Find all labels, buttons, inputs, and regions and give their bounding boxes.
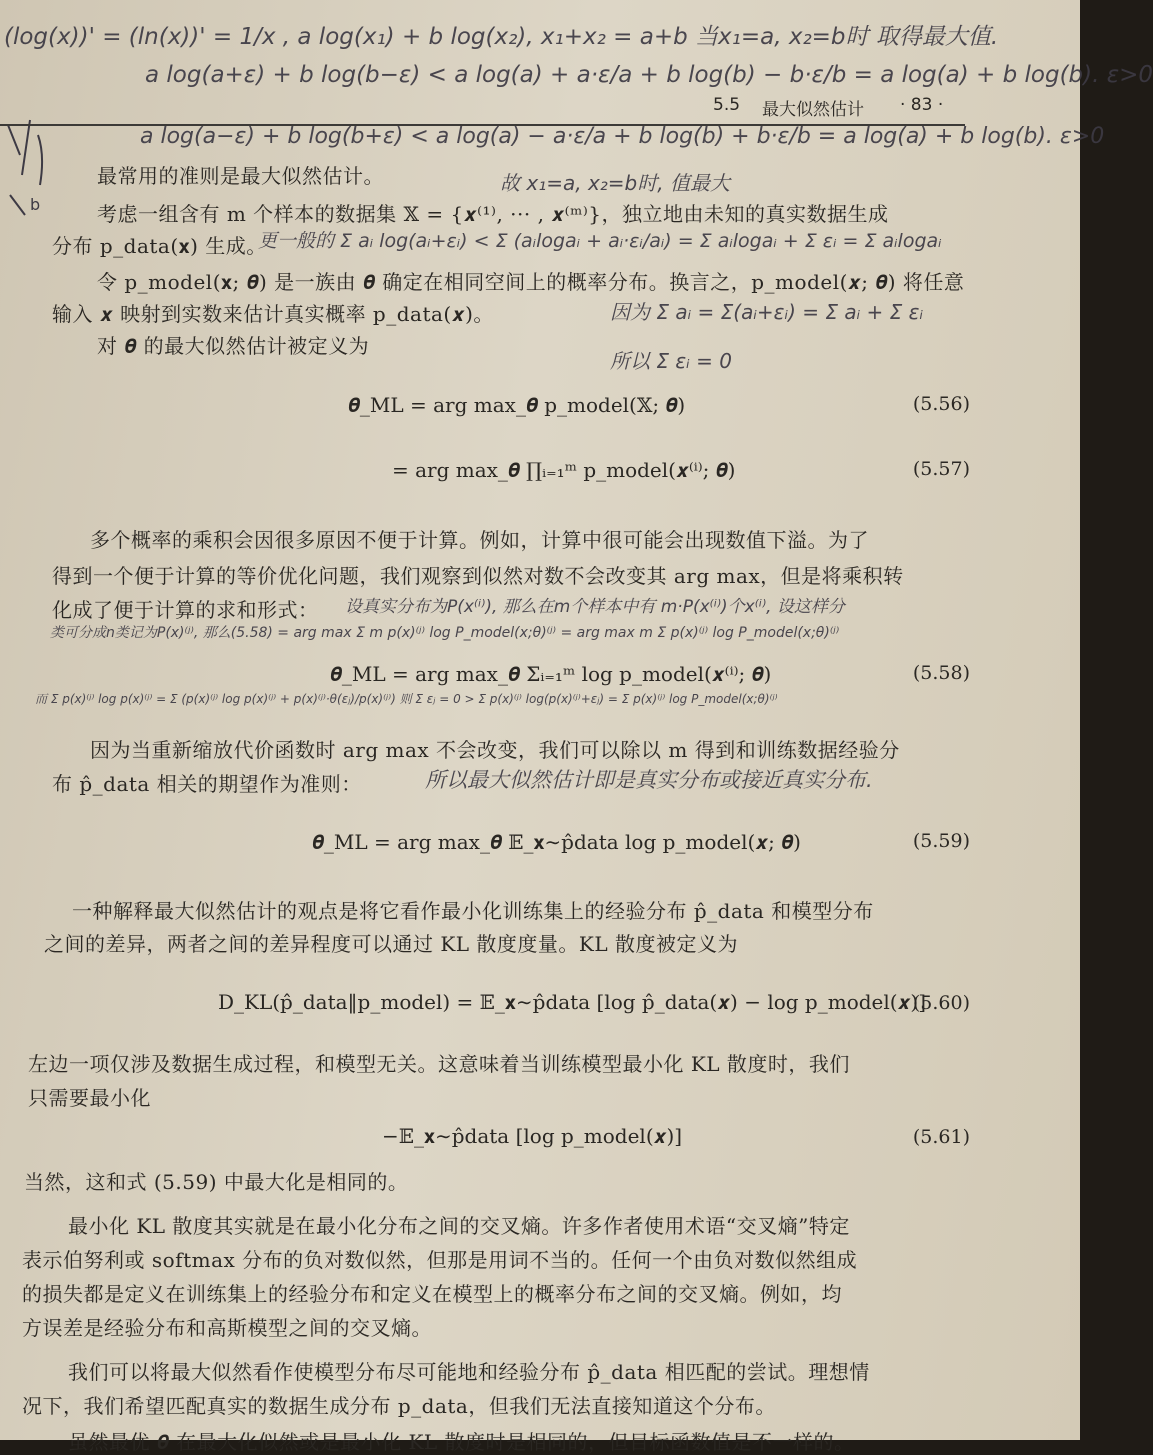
paragraph-line: 之间的差异，两者之间的差异程度可以通过 KL 散度度量。KL 散度被定义为 <box>44 932 739 956</box>
paragraph-line: 我们可以将最大似然看作使模型分布尽可能地和经验分布 p̂_data 相匹配的尝试。理想情 <box>68 1360 870 1384</box>
equation-5-59: 𝜽_ML = arg max_𝜽 𝔼_𝐱∼p̂data log p_model(𝒙; 𝜽) <box>312 830 801 854</box>
equation-number: (5.60) <box>912 992 970 1014</box>
handwritten-derivative: (log(x))' = (ln(x))' = 1/x , a log(x₁) + b log(x₂), x₁+x₂ = a+b 当x₁=a, x₂=b时 取得最大值. <box>4 24 999 50</box>
handwritten-inequality-1: a log(a+ε) + b log(b−ε) < a log(a) + a·ε/a + b log(b) − b·ε/b = a log(a) + b log(b). ε>0 <box>145 62 1153 88</box>
handwritten-compare: 而 Σ p(x)⁽ʲ⁾ log p(x)⁽ʲ⁾ = Σ (p(x)⁽ʲ⁾ log p(x)⁽ʲ⁾ + p(x)⁽ʲ⁾·θ(εⱼ)/p(x)⁽ʲ⁾) 则 Σ εⱼ = 0 > Σ p(x)⁽ʲ⁾ log(p(x)⁽ʲ⁾+εⱼ) = Σ p(x)⁽ʲ⁾ log P_model(x;θ)⁽ʲ⁾ <box>35 692 778 706</box>
paragraph-line: 因为当重新缩放代价函数时 arg max 不会改变，我们可以除以 m 得到和训练数据经验分 <box>90 738 900 762</box>
paragraph-line: 考虑一组含有 m 个样本的数据集 𝕏 = {𝒙⁽¹⁾, ··· , 𝒙⁽ᵐ⁾}，独立地由未知的真实数据生成 <box>97 202 889 226</box>
handwritten-so: 所以 Σ εᵢ = 0 <box>610 349 732 373</box>
equation-5-61: −𝔼_𝐱∼p̂data [log p_model(𝒙)] <box>382 1124 683 1148</box>
equation-number: (5.57) <box>912 458 970 480</box>
header-title: 最大似然估计 <box>762 100 864 120</box>
equation-number: (5.56) <box>912 393 970 415</box>
equation-5-58: 𝜽_ML = arg max_𝜽 Σᵢ₌₁ᵐ log p_model(𝒙⁽ⁱ⁾; 𝜽) <box>330 662 772 686</box>
handwritten-note: 所以最大似然估计即是真实分布或接近真实分布. <box>425 768 873 792</box>
paragraph-line: 最小化 KL 散度其实就是在最小化分布之间的交叉熵。许多作者使用术语“交叉熵”特定 <box>68 1214 850 1238</box>
paragraph-line: 化成了便于计算的求和形式： <box>52 598 319 622</box>
equation-5-56: 𝜽_ML = arg max_𝜽 p_model(𝕏; 𝜽) <box>348 393 686 417</box>
handwritten-inequality-2: a log(a−ε) + b log(b+ε) < a log(a) − a·ε/a + b log(b) + b·ε/b = a log(a) + b log(b). ε>0 <box>140 124 1105 149</box>
paragraph-line: 对 𝜽 的最大似然估计被定义为 <box>97 334 370 358</box>
paragraph-line: 多个概率的乘积会因很多原因不便于计算。例如，计算中很可能会出现数值下溢。为了 <box>90 528 869 552</box>
paragraph-line: 方误差是经验分布和高斯模型之间的交叉熵。 <box>22 1316 432 1340</box>
equation-number: (5.61) <box>912 1126 970 1148</box>
svg-text:b: b <box>30 195 41 214</box>
paragraph-line: 令 p_model(𝐱; 𝜽) 是一族由 𝜽 确定在相同空间上的概率分布。换言之，p_model(𝒙; 𝜽) 将任意 <box>97 270 965 294</box>
paragraph-line: 布 p̂_data 相关的期望作为准则： <box>52 772 362 796</box>
paragraph-line: 最常用的准则是最大似然估计。 <box>97 164 384 188</box>
paragraph-line: 左边一项仅涉及数据生成过程，和模型无关。这意味着当训练模型最小化 KL 散度时，我们 <box>28 1052 850 1076</box>
paragraph-line: 当然，这和式 (5.59) 中最大化是相同的。 <box>24 1170 409 1194</box>
paragraph-line: 虽然最优 𝜽 在最大化似然或是最小化 KL 散度时是相同的，但目标函数值是不一样的。 <box>68 1430 855 1454</box>
header-section: 5.5 <box>713 95 741 115</box>
handwritten-conclusion: 故 x₁=a, x₂=b时, 值最大 <box>500 171 730 195</box>
margin-scribble <box>0 115 70 225</box>
paragraph-line: 的损失都是定义在训练集上的经验分布和定义在模型上的概率分布之间的交叉熵。例如，均 <box>22 1282 842 1306</box>
paragraph-line: 得到一个便于计算的等价优化问题，我们观察到似然对数不会改变其 arg max，但是将乘积转 <box>52 564 904 588</box>
equation-number: (5.59) <box>912 830 970 852</box>
paragraph-line: 输入 𝒙 映射到实数来估计真实概率 p_data(𝒙)。 <box>52 302 494 326</box>
handwritten-assume: 设真实分布为P(x⁽ⁱ⁾), 那么在m个样本中有 m·P(x⁽ⁱ⁾)个x⁽ⁱ⁾, 设这样分 <box>345 597 845 617</box>
handwritten-general: 更一般的 Σ aᵢ log(aᵢ+εᵢ) < Σ (aᵢlogaᵢ + aᵢ·εᵢ/aᵢ) = Σ aᵢlogaᵢ + Σ εᵢ = Σ aᵢlogaᵢ <box>258 230 942 252</box>
paragraph-line: 分布 p_data(𝐱) 生成。 <box>52 234 267 258</box>
equation-number: (5.58) <box>912 662 970 684</box>
paragraph-line: 只需要最小化 <box>28 1086 151 1110</box>
equation-5-60: D_KL(p̂_data‖p_model) = 𝔼_𝐱∼p̂data [log p̂_data(𝒙) − log p_model(𝒙)] <box>218 990 927 1014</box>
equation-5-57: = arg max_𝜽 ∏ᵢ₌₁ᵐ p_model(𝒙⁽ⁱ⁾; 𝜽) <box>392 458 736 482</box>
paragraph-line: 表示伯努利或 softmax 分布的负对数似然，但那是用词不当的。任何一个由负对数似然组成 <box>22 1248 858 1272</box>
header-page-number: · 83 · <box>900 95 944 115</box>
paragraph-line: 一种解释最大似然估计的观点是将它看作最小化训练集上的经验分布 p̂_data 和模型分布 <box>72 899 874 923</box>
handwritten-assume-2: 类可分成n类记为P(x)⁽ʲ⁾, 那么(5.58) = arg max Σ m p(x)⁽ʲ⁾ log P_model(x;θ)⁽ʲ⁾ = arg max m Σ p(x)⁽ʲ⁾ log P_model(x;θ)⁽ʲ⁾ <box>50 625 840 641</box>
paragraph-line: 况下，我们希望匹配真实的数据生成分布 p_data，但我们无法直接知道这个分布。 <box>22 1394 776 1418</box>
handwritten-because: 因为 Σ aᵢ = Σ(aᵢ+εᵢ) = Σ aᵢ + Σ εᵢ <box>610 300 924 324</box>
